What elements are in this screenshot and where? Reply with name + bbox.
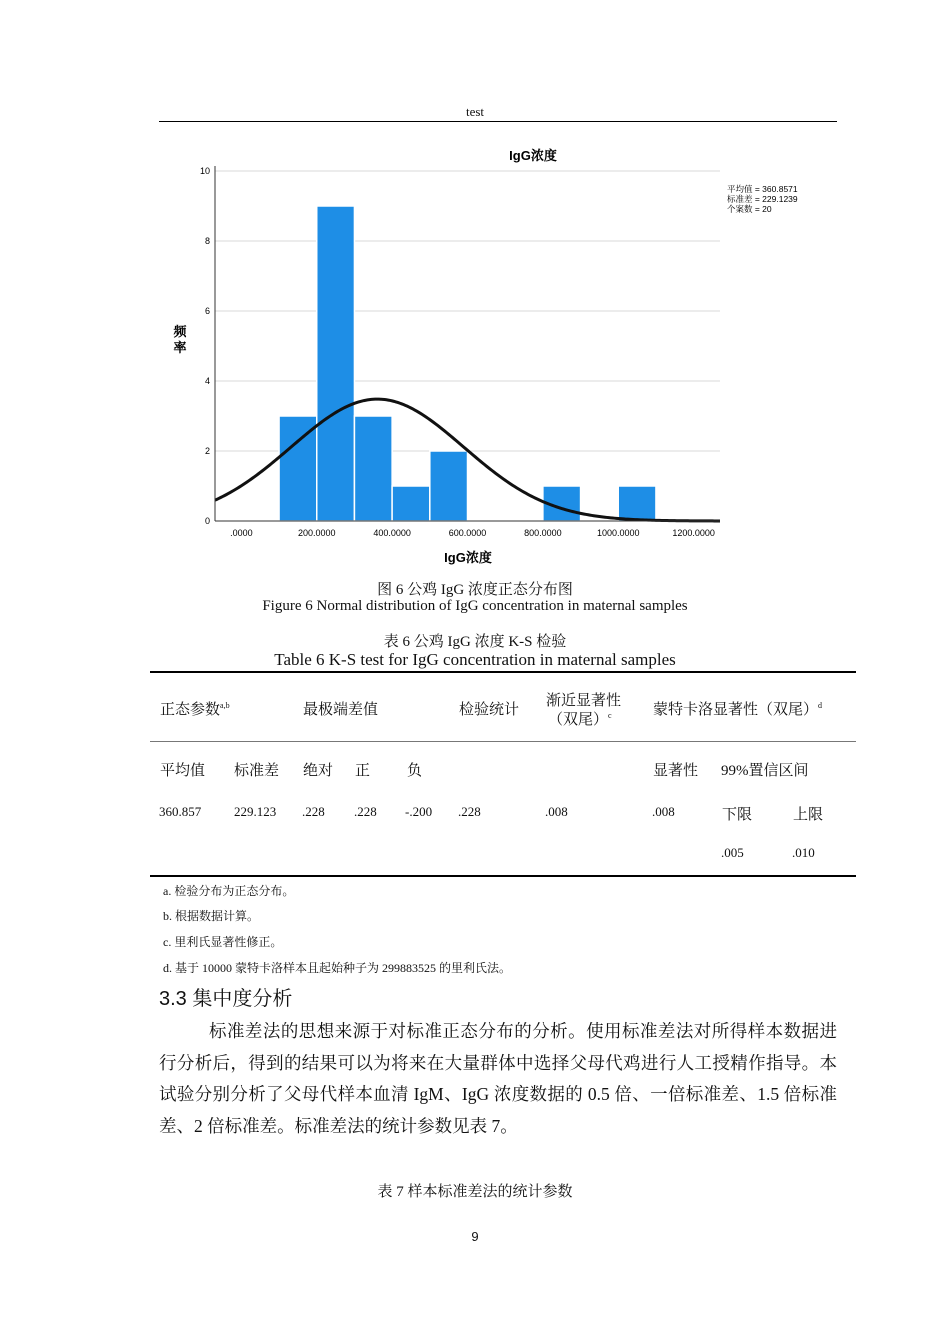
legend-sd: 标准差 = 229.1239 xyxy=(727,194,798,204)
subheader-sd: 标准差 xyxy=(234,763,280,779)
table-caption-cn: 表 6 公鸡 IgG 浓度 K-S 检验 xyxy=(383,634,567,650)
subheader-positive: 正 xyxy=(355,763,371,779)
figure-caption-en: Figure 6 Normal distribution of IgG concentration in maternal samples xyxy=(262,598,688,614)
value-absolute: .228 xyxy=(302,804,325,819)
next-table-caption: 表 7 样本标准差法的统计参数 xyxy=(377,1184,573,1200)
value-test-stat: .228 xyxy=(458,804,481,819)
table-note-d: d. 基于 10000 蒙特卡洛样本且起始种子为 299883525 的里利氏法。 xyxy=(163,961,512,975)
chart-ylabel-line2: 率 xyxy=(173,340,187,355)
y-tick-label: 6 xyxy=(204,306,210,316)
value-upper: .010 xyxy=(792,845,815,860)
x-tick-label: 1000.0000 xyxy=(596,528,640,538)
y-tick-label: 8 xyxy=(204,236,210,246)
x-tick-label: 200.0000 xyxy=(297,528,336,538)
header-rule xyxy=(159,121,837,122)
subheader-negative: 负 xyxy=(407,763,423,779)
figure-caption-cn: 图 6 公鸡 IgG 浓度正态分布图 xyxy=(377,582,573,598)
x-tick-label: .0000 xyxy=(230,528,253,538)
value-lower: .005 xyxy=(721,845,744,860)
page-number: 9 xyxy=(471,1229,479,1244)
legend-mean: 平均值 = 360.8571 xyxy=(727,184,798,194)
header-mc-sig: 蒙特卡洛显著性（双尾）$^d$ xyxy=(653,701,823,718)
value-asymp-sig: .008 xyxy=(545,804,568,819)
subheader-upper: 上限 xyxy=(793,807,824,823)
header-normal-params: 正态参数$^{a,b}$ xyxy=(160,701,230,718)
section-heading: 3.3 集中度分析 xyxy=(159,988,293,1010)
value-positive: .228 xyxy=(354,804,377,819)
chart-xlabel: IgG浓度 xyxy=(444,550,492,565)
x-tick-label: 400.0000 xyxy=(373,528,411,538)
value-mc-sig: .008 xyxy=(652,804,675,819)
histogram-bar xyxy=(317,206,355,521)
y-tick-label: 10 xyxy=(199,166,210,176)
ks-test-table xyxy=(150,671,856,877)
subheader-mean: 平均值 xyxy=(160,763,206,779)
value-mean: 360.857 xyxy=(159,804,202,819)
subheader-lower: 下限 xyxy=(722,807,753,823)
table-caption-en: Table 6 K-S test for IgG concentration in maternal samples xyxy=(274,650,676,669)
header-asymp-sig-line2: （双尾）$^c$ xyxy=(548,711,612,728)
subheader-significance: 显著性 xyxy=(653,763,699,779)
x-tick-label: 1200.0000 xyxy=(672,528,715,538)
x-tick-label: 600.0000 xyxy=(448,528,487,538)
subheader-ci: 99%置信区间 xyxy=(721,763,809,779)
table-note-b: b. 根据数据计算。 xyxy=(163,909,260,923)
y-tick-label: 0 xyxy=(204,516,210,526)
table-note-a: a. 检验分布为正态分布。 xyxy=(163,884,295,898)
histogram-bar xyxy=(392,486,430,521)
x-tick-label: 800.0000 xyxy=(524,528,562,538)
y-tick-label: 2 xyxy=(204,446,210,456)
x-tick-labels xyxy=(230,528,715,538)
legend-n: 个案数 = 20 xyxy=(727,204,772,214)
header-test-stat: 检验统计 xyxy=(459,702,520,718)
subheader-absolute: 绝对 xyxy=(303,763,334,779)
value-sd: 229.123 xyxy=(234,804,277,819)
histogram-chart xyxy=(150,136,810,570)
header-most-extreme: 最极端差值 xyxy=(303,702,379,718)
histogram-bar xyxy=(354,416,392,521)
histogram-bar xyxy=(618,486,656,521)
value-negative: -.200 xyxy=(405,804,433,819)
header-asymp-sig-line1: 渐近显著性 xyxy=(546,693,622,709)
histogram-bar xyxy=(430,451,468,521)
table-note-c: c. 里利氏显著性修正。 xyxy=(163,935,283,949)
y-tick-label: 4 xyxy=(204,376,210,386)
table-mid-rule xyxy=(150,741,856,742)
chart-ylabel-line1: 频 xyxy=(173,324,187,339)
y-tick-labels xyxy=(200,166,210,526)
chart-title: IgG浓度 xyxy=(509,148,557,163)
running-header: test xyxy=(465,104,485,119)
chart-bars xyxy=(279,206,656,521)
body-paragraph: 标准差法的思想来源于对标准正态分布的分析。使用标准差法对所得样本数据进行分析后，得到的结果可以为将来在大量群体中选择父母代鸡进行人工授精作指导。本试验分别分析了父母代样本血清 IgM、IgG 浓度数据的 0.5 倍、一倍标准差、1.5 倍标准差、2 倍标准差。标准差法的统计参数见表 7。 xyxy=(159,1021,837,1136)
